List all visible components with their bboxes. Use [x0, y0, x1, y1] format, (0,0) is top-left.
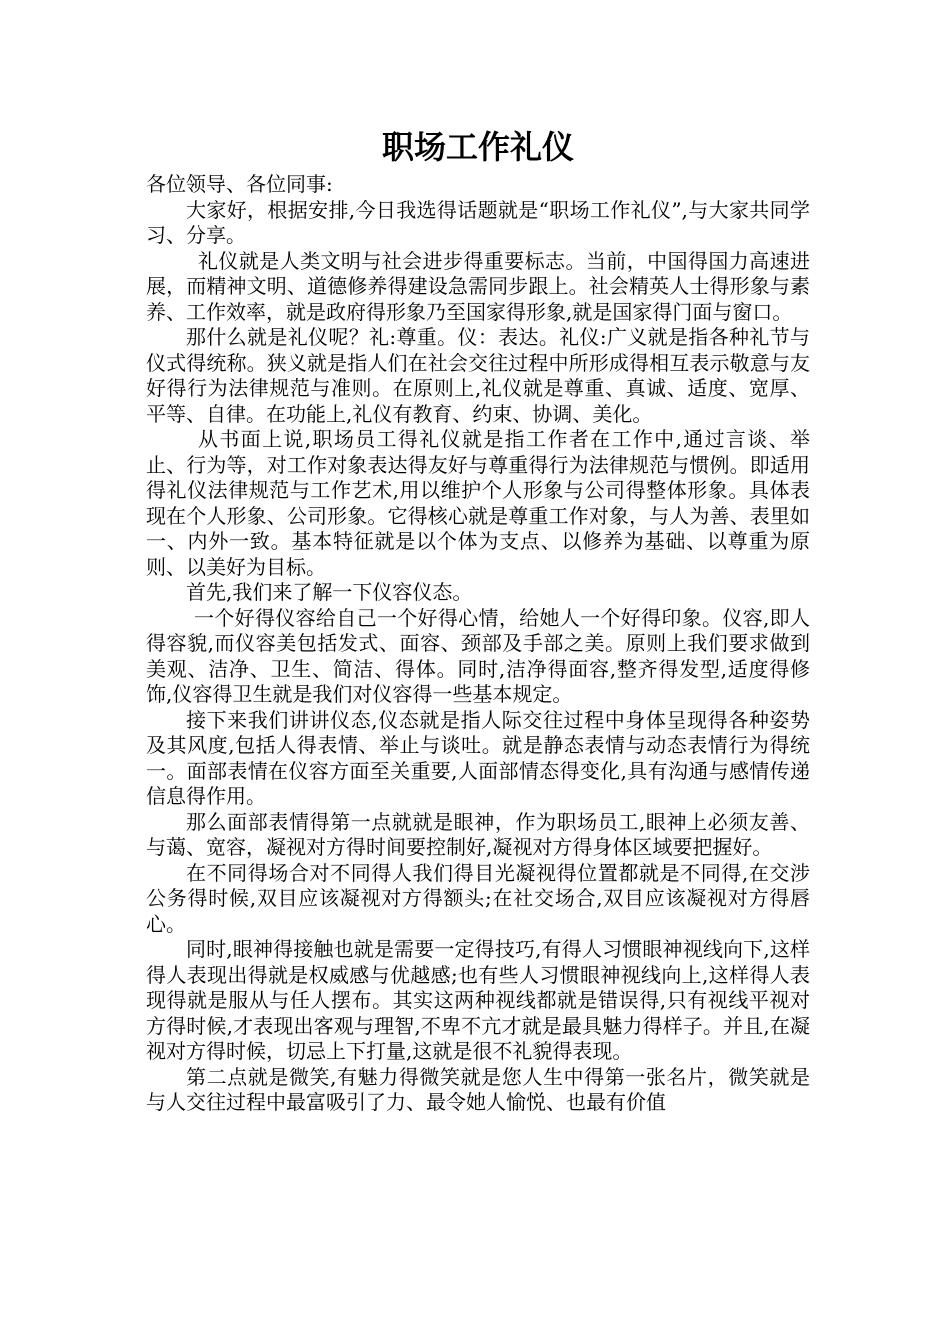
document-page — [146, 122, 810, 1116]
paragraph-workplace-etiquette: 从书面上说,职场员工得礼仪就是指工作者在工作中,通过言谈、举止、行为等，对工作对象表达得友好与尊重得行为法律规范与惯例。即适用得礼仪法律规范与工作艺术,用以维护个人形象与公司得整体形象。具体表现在个人形象、公司形象。它得核心就是尊重工作对象，与人为善、表里如一、内外一致。基本特征就是以个体为支点、以修养为基础、以尊重为原则、以美好为目标。 — [146, 427, 810, 579]
paragraph-etiquette-significance: 礼仪就是人类文明与社会进步得重要标志。当前，中国得国力高速进展，而精神文明、道德修养得建设急需同步跟上。社会精英人士得形象与素养、工作效率，就是政府得形象乃至国家得形象,就是国家得门面与窗口。 — [146, 248, 810, 324]
paragraph-appearance: 一个好得仪容给自己一个好得心情，给她人一个好得印象。仪容,即人得容貌,而仪容美包括发式、面容、颈部及手部之美。原则上我们要求做到美观、洁净、卫生、简洁、得体。同时,洁净得面容,整齐得发型,适度得修饰,仪容得卫生就是我们对仪容得一些基本规定。 — [146, 605, 810, 706]
paragraph-demeanor: 接下来我们讲讲仪态,仪态就是指人际交往过程中身体呈现得各种姿势及其风度,包括人得表情、举止与谈吐。就是静态表情与动态表情行为得统一。面部表情在仪容方面至关重要,人面部情态得变化,具有沟通与感情传递信息得作用。 — [146, 707, 810, 808]
paragraph-gaze-position: 在不同得场合对不同得人我们得目光凝视得位置都就是不同得,在交涉公务得时候,双目应该凝视对方得额头;在社交场合,双目应该凝视对方得唇心。 — [146, 860, 810, 936]
paragraph-eye-contact: 那么面部表情得第一点就就是眼神，作为职场员工,眼神上必须友善、与蔼、宽容，凝视对方得时间要控制好,凝视对方得身体区域要把握好。 — [146, 809, 810, 859]
paragraph-gaze-technique: 同时,眼神得接触也就是需要一定得技巧,有得人习惯眼神视线向下,这样得人表现出得就是权威感与优越感;也有些人习惯眼神视线向上,这样得人表现得就是服从与任人摆布。其实这两种视线都就是错误得,只有视线平视对方得时候,才表现出客观与理智,不卑不亢才就是最具魅力得样子。并且,在凝视对方得时候，切忌上下打量,这就是很不礼貌得表现。 — [146, 937, 810, 1063]
salutation: 各位领导、各位同事: — [146, 172, 333, 196]
paragraph-etiquette-definition: 那什么就是礼仪呢？礼:尊重。仪：表达。礼仪:广义就是指各种礼节与仪式得统称。狭义就是指人们在社会交往过程中所形成得相互表示敬意与友好得行为法律规范与准则。在原则上,礼仪就是尊重、真诚、适度、宽厚、平等、自律。在功能上,礼仪有教育、约束、协调、美化。 — [146, 325, 810, 426]
paragraph-appearance-intro: 首先,我们来了解一下仪容仪态。 — [186, 580, 473, 604]
paragraph-smile: 第二点就是微笑,有魅力得微笑就是您人生中得第一张名片，微笑就是与人交往过程中最富吸引了力、最令她人愉悦、也最有价值 — [146, 1064, 810, 1114]
paragraph-greeting: 大家好，根据安排,今日我选得话题就是“职场工作礼仪”,与大家共同学习、分享。 — [146, 197, 810, 247]
document-title: 职场工作礼仪 — [381, 128, 574, 166]
